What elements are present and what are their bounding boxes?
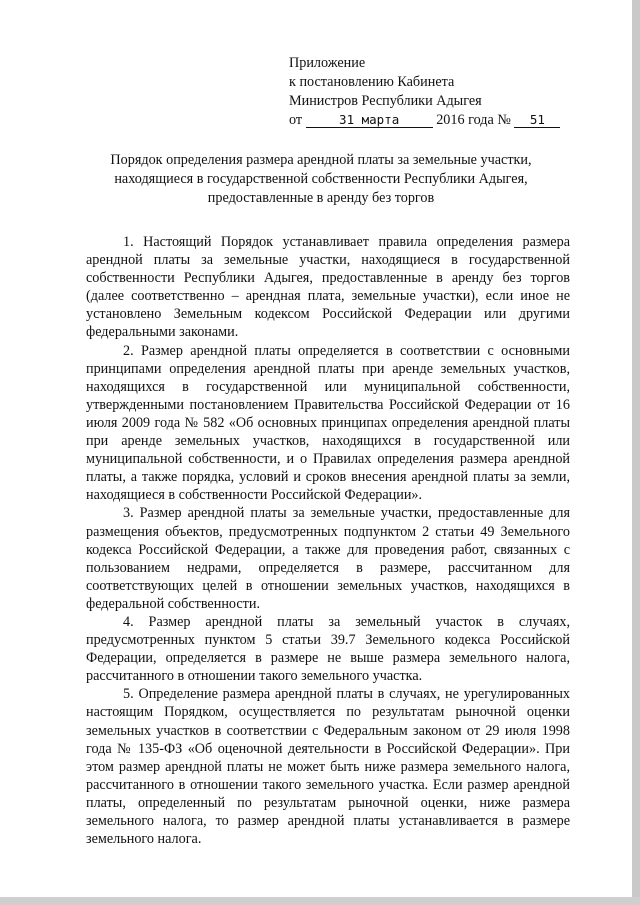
document-body xyxy=(86,233,570,848)
year-text: 2016 года № xyxy=(436,112,511,128)
paragraph-1: 1. Настоящий Порядок устанавливает правила определения размера арендной платы за земельные участки, находящиеся в государственной собственности Республики Адыгея, предоставленные в аренду без торгов (далее соответственно – арендная плата, земельные участки), если иное не установлено Земельным кодексом Российской Федерации или другими федеральными законами. xyxy=(86,234,570,341)
appendix-title: Приложение xyxy=(289,55,366,71)
appendix-date-line xyxy=(289,111,560,130)
appendix-decree-line: к постановлению Кабинета xyxy=(289,74,455,90)
appendix-ministers-line: Министров Республики Адыгея xyxy=(289,93,482,109)
title-line-3: предоставленные в аренду без торгов xyxy=(207,190,435,206)
date-prefix: от xyxy=(289,112,303,128)
title-line-2: находящиеся в государственной собственности Республики Адыгея, xyxy=(114,171,528,187)
date-field: 31 марта xyxy=(306,112,433,128)
document-title xyxy=(86,151,556,208)
paragraph-4: 4. Размер арендной платы за земельный участок в случаях, предусмотренных пунктом 5 статьи 39.7 Земельного кодекса Российской Федерации, определяется в размере не выше размера земельного налога, рассчитанного в отношении такого земельного участка. xyxy=(86,613,570,685)
paragraph-5: 5. Определение размера арендной платы в случаях, не урегулированных настоящим Порядком, осуществляется по результатам рыночной оценки земельных участков в соответствии с Федеральным законом от 29 июля 1998 года № 135-ФЗ «Об оценочной деятельности в Российской Федерации». При этом размер арендной платы не может быть ниже размера земельного налога, рассчитанного в отношении такого земельного участка. Если размер арендной платы, определенный по результатам рыночной оценки, ниже размера земельного налога, то размер арендной платы устанавливается в размере земельного налога. xyxy=(86,686,570,848)
appendix-block xyxy=(289,54,560,130)
scan-edge-bottom xyxy=(0,897,640,905)
title-line-1: Порядок определения размера арендной платы за земельные участки, xyxy=(110,152,532,168)
number-field: 51 xyxy=(514,112,560,128)
scan-edge-right xyxy=(632,0,640,905)
paragraph-3: 3. Размер арендной платы за земельные участки, предоставленные для размещения объектов, предусмотренных подпунктом 2 статьи 49 Земельного кодекса Российской Федерации, а также для проведения работ, связанных с пользованием недрами, определяется в размере, рассчитанном для соответствующих целей в отношении земельных участков, находящихся в федеральной собственности. xyxy=(86,505,570,612)
paragraph-2: 2. Размер арендной платы определяется в соответствии с основными принципами определения арендной платы при аренде земельных участков, находящихся в государственной или муниципальной собственности, утвержденными постановлением Правительства Российской Федерации от 16 июля 2009 года № 582 «Об основных принципах определения арендной платы при аренде земельных участков, находящихся в государственной или муниципальной собственности, и о Правилах определения размера арендной платы, а также порядка, условий и сроков внесения арендной платы за земли, находящиеся в собственности Российской Федерации». xyxy=(86,342,570,504)
